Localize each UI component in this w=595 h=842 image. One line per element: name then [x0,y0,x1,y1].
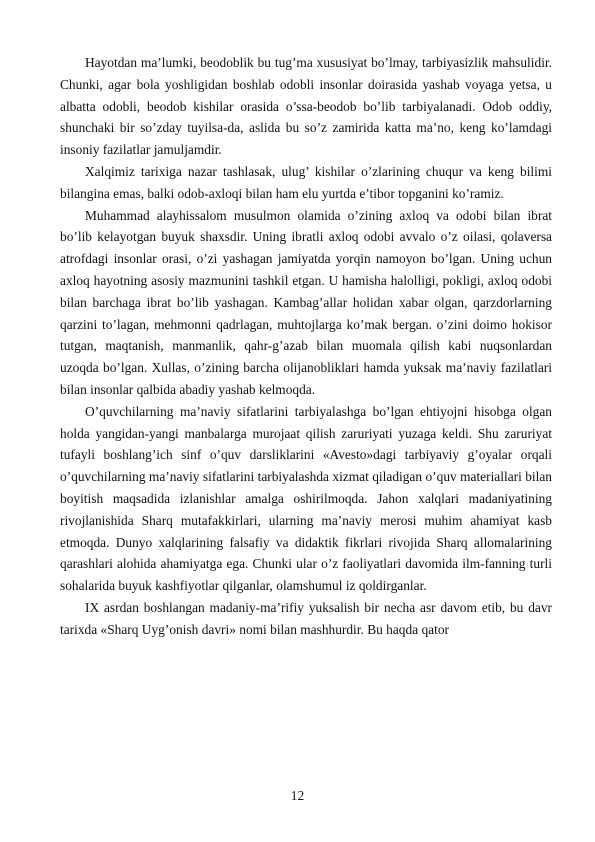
paragraph-4: O’quvchilarning ma’naviy sifatlarini tarbiyalashga bo’lgan ehtiyojni hisobga olgan holda yangidan-yangi manbalarga murojaat qilish zaruriyati yuzaga keldi. Shu zaruriyat tufayli boshlang’ich sinf o’quv darsliklarini «Avesto»dagi tarbiyaviy g’oyalar orqali o’quvchilarning ma’naviy sifatlarini tarbiyalashda xizmat qiladigan o’quv materiallari bilan boyitish maqsadida izlanishlar amalga oshirilmoqda. Jahon xalqlari madaniyatining rivojlanishida Sharq mutafakkirlari, ularning ma’naviy merosi muhim ahamiyat kasb etmoqda. Dunyo xalqlarining falsafiy va didaktik fikrlari rivojida Sharq allomalarining qarashlari alohida ahamiyatga ega. Chunki ular o’z faoliyatlari davomida ilm-fanning turli sohalarida buyuk kashfiyotlar qilganlar, olamshumul iz qoldirganlar. [60,403,552,594]
paragraph-2: Xalqimiz tarixiga nazar tashlasak, ulug’ kishilar o’zlarining chuqur va keng bilimi bilangina emas, balki odob-axloqi bilan ham elu yurtda e’tibor topganini ko’ramiz. [60,163,552,201]
document-body [60,52,552,641]
page-number: 12 [290,788,305,803]
paragraph-5: IX asrdan boshlangan madaniy-ma’rifiy yuksalish bir necha asr davom etib, bu davr tarixda «Sharq Uyg’onish davri» nomi bilan mashhurdir. Bu haqda qator [60,599,552,637]
paragraph-3: Muhammad alayhissalom musulmon olamida o’zining axloq va odobi bilan ibrat bo’lib kelayotgan buyuk shaxsdir. Uning ibratli axloq odobi avvalo o’z oilasi, qolaversa atrofdagi insonlar orasi, o’zi yashagan jamiyatda yorqin namoyon bo’lgan. Uning uchun axloq hayotning asosiy mazmunini tashkil etgan. U hamisha halolligi, pokligi, axloq odobi bilan barchaga ibrat bo’lib yashagan. Kambag’allar holidan xabar olgan, qarzdorlarning qarzini to’lagan, mehmonni qadrlagan, muhtojlarga ko’mak bergan. o’zini doimo hokisor tutgan, maqtanish, manmanlik, qahr-g’azab bilan muomala qilish kabi nuqsonlardan uzoqda bo’lgan. Xullas, o’zining barcha olijanobliklari hamda yuksak ma’naviy fazilatlari bilan insonlar qalbida abadiy yashab kelmoqda. [60,207,552,397]
paragraph-1: Hayotdan ma’lumki, beodoblik bu tug’ma xususiyat bo’lmay, tarbiyasizlik mahsulidir. Chunki, agar bola yoshligidan boshlab odobli insonlar doirasida yashab voyaga yetsa, u albatta odobli, beodob kishilar orasida o’ssa-beodob bo’lib tarbiyalanadi. Odob oddiy, shunchaki bir so’zday tuyilsa-da, aslida bu so’z zamirida katta ma’no, keng ko’lamdagi insoniy fazilatlar jamuljamdir. [60,55,552,158]
